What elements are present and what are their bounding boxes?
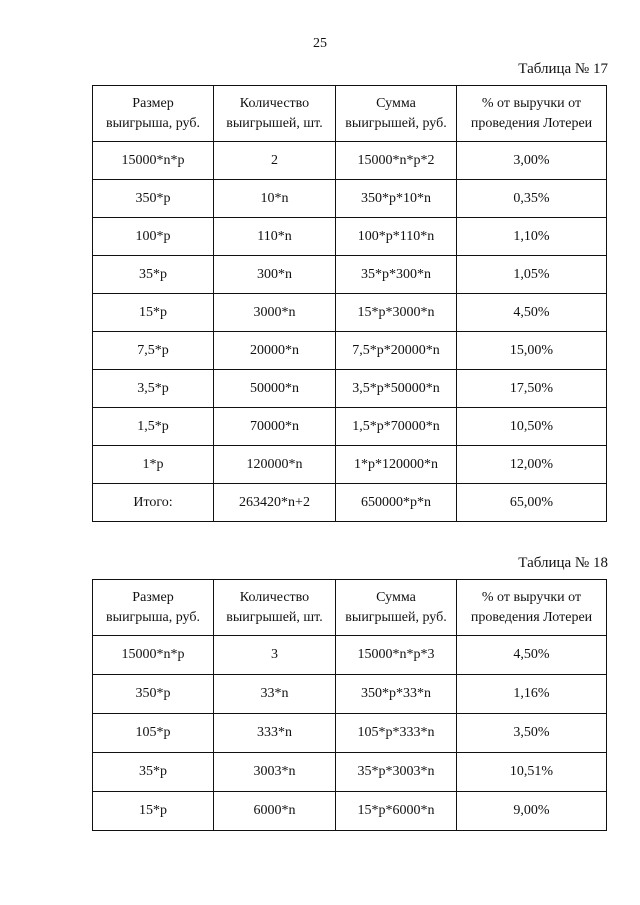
prize-size-cell: 3,5*p: [93, 370, 214, 408]
prize-sum-cell: 3,5*p*50000*n: [336, 370, 457, 408]
prize-count-cell: 70000*n: [214, 408, 336, 446]
revenue-percent-cell: 10,50%: [457, 408, 607, 446]
revenue-percent-cell: 9,00%: [457, 792, 607, 831]
revenue-percent-cell: 1,10%: [457, 218, 607, 256]
prize-sum-cell: 7,5*p*20000*n: [336, 332, 457, 370]
table-row: [93, 675, 607, 714]
prize-size-cell: 35*p: [93, 753, 214, 792]
prize-sum-cell: 35*p*300*n: [336, 256, 457, 294]
prize-size-cell: Итого:: [93, 484, 214, 522]
table-row: [93, 753, 607, 792]
table-17-header-row: [93, 86, 607, 142]
table-18-caption: Таблица № 18: [518, 555, 608, 571]
header-prize-count: Количество выигрышей, шт.: [214, 86, 336, 142]
revenue-percent-cell: 12,00%: [457, 446, 607, 484]
page-number: 25: [313, 36, 327, 51]
revenue-percent-cell: 17,50%: [457, 370, 607, 408]
table-row: [93, 792, 607, 831]
prize-count-cell: 110*n: [214, 218, 336, 256]
prize-sum-cell: 650000*p*n: [336, 484, 457, 522]
prize-count-cell: 6000*n: [214, 792, 336, 831]
prize-size-cell: 35*p: [93, 256, 214, 294]
revenue-percent-cell: 3,00%: [457, 142, 607, 180]
prize-size-cell: 7,5*p: [93, 332, 214, 370]
header-revenue-percent: % от выручки от проведения Лотереи: [457, 86, 607, 142]
prize-size-cell: 350*p: [93, 180, 214, 218]
prize-count-cell: 3000*n: [214, 294, 336, 332]
revenue-percent-cell: 3,50%: [457, 714, 607, 753]
prize-size-cell: 15*p: [93, 294, 214, 332]
revenue-percent-cell: 10,51%: [457, 753, 607, 792]
table-row: [93, 218, 607, 256]
prize-sum-cell: 105*p*333*n: [336, 714, 457, 753]
prize-size-cell: 350*p: [93, 675, 214, 714]
table-row: [93, 180, 607, 218]
prize-count-cell: 263420*n+2: [214, 484, 336, 522]
prize-sum-cell: 1*p*120000*n: [336, 446, 457, 484]
prize-sum-cell: 15000*n*p*3: [336, 636, 457, 675]
prize-size-cell: 15000*n*p: [93, 636, 214, 675]
header-prize-sum: Сумма выигрышей, руб.: [336, 86, 457, 142]
table-row: [93, 408, 607, 446]
header-prize-sum: Сумма выигрышей, руб.: [336, 580, 457, 636]
prize-size-cell: 1*p: [93, 446, 214, 484]
header-prize-count: Количество выигрышей, шт.: [214, 580, 336, 636]
prize-sum-cell: 15*p*6000*n: [336, 792, 457, 831]
revenue-percent-cell: 65,00%: [457, 484, 607, 522]
prize-size-cell: 15000*n*p: [93, 142, 214, 180]
table-row: [93, 294, 607, 332]
table-18: [92, 579, 607, 831]
revenue-percent-cell: 4,50%: [457, 636, 607, 675]
table-row: [93, 370, 607, 408]
prize-size-cell: 15*p: [93, 792, 214, 831]
table-17: [92, 85, 607, 522]
prize-size-cell: 100*p: [93, 218, 214, 256]
table-18-body: [93, 636, 607, 831]
table-row: [93, 446, 607, 484]
prize-count-cell: 2: [214, 142, 336, 180]
prize-count-cell: 3: [214, 636, 336, 675]
revenue-percent-cell: 1,16%: [457, 675, 607, 714]
header-prize-size: Размер выигрыша, руб.: [93, 86, 214, 142]
table-row: [93, 484, 607, 522]
table-row: [93, 714, 607, 753]
header-revenue-percent: % от выручки от проведения Лотереи: [457, 580, 607, 636]
prize-count-cell: 333*n: [214, 714, 336, 753]
prize-count-cell: 3003*n: [214, 753, 336, 792]
prize-count-cell: 50000*n: [214, 370, 336, 408]
revenue-percent-cell: 1,05%: [457, 256, 607, 294]
prize-sum-cell: 15*p*3000*n: [336, 294, 457, 332]
prize-sum-cell: 350*p*33*n: [336, 675, 457, 714]
prize-count-cell: 33*n: [214, 675, 336, 714]
prize-sum-cell: 350*p*10*n: [336, 180, 457, 218]
prize-sum-cell: 15000*n*p*2: [336, 142, 457, 180]
prize-count-cell: 20000*n: [214, 332, 336, 370]
prize-size-cell: 1,5*p: [93, 408, 214, 446]
prize-count-cell: 300*n: [214, 256, 336, 294]
table-17-body: [93, 142, 607, 522]
prize-sum-cell: 100*p*110*n: [336, 218, 457, 256]
revenue-percent-cell: 4,50%: [457, 294, 607, 332]
prize-count-cell: 120000*n: [214, 446, 336, 484]
table-row: [93, 332, 607, 370]
prize-count-cell: 10*n: [214, 180, 336, 218]
prize-sum-cell: 35*p*3003*n: [336, 753, 457, 792]
header-prize-size: Размер выигрыша, руб.: [93, 580, 214, 636]
revenue-percent-cell: 0,35%: [457, 180, 607, 218]
table-row: [93, 142, 607, 180]
revenue-percent-cell: 15,00%: [457, 332, 607, 370]
table-18-header-row: [93, 580, 607, 636]
table-row: [93, 256, 607, 294]
prize-size-cell: 105*p: [93, 714, 214, 753]
table-row: [93, 636, 607, 675]
prize-sum-cell: 1,5*p*70000*n: [336, 408, 457, 446]
table-17-caption: Таблица № 17: [518, 61, 608, 77]
